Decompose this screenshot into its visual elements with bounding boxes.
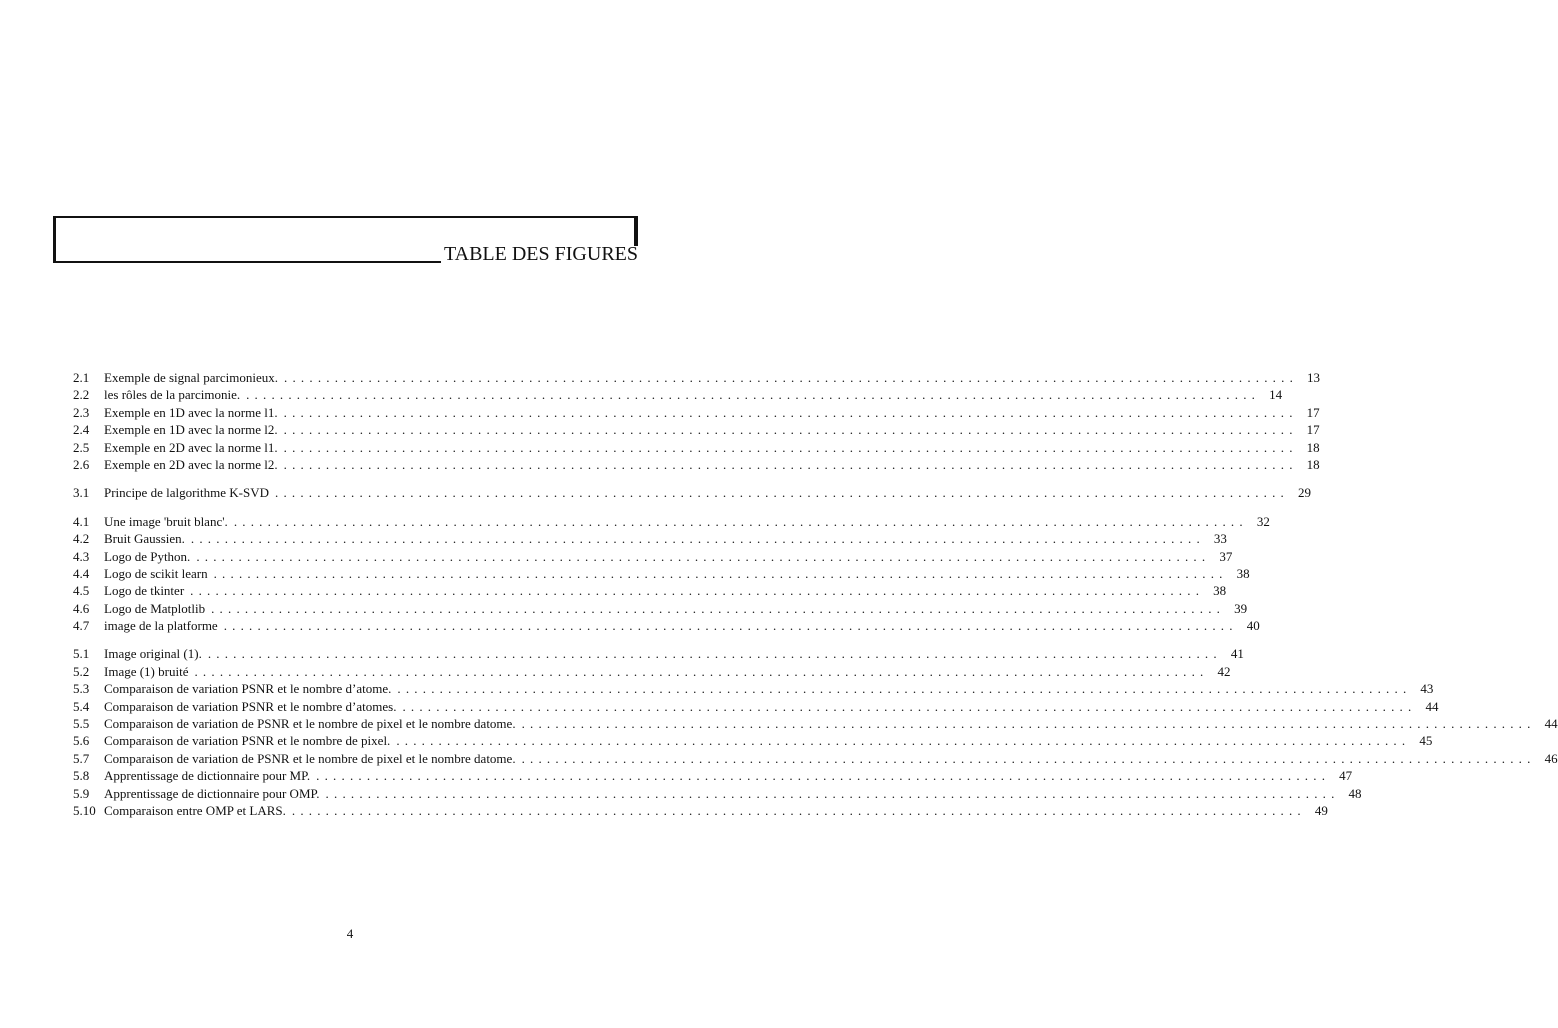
entry-title: Logo de tkinter xyxy=(104,583,185,599)
toc-entry[interactable] xyxy=(73,732,1433,749)
dot-leader: ........................................................................................................................ xyxy=(283,404,1298,420)
entry-title: Principe de lalgorithme K-SVD xyxy=(104,485,269,501)
entry-page: 37 xyxy=(1219,548,1233,564)
entry-title: Logo de Python. xyxy=(104,548,191,564)
dot-leader: ........................................................................................................................ xyxy=(291,802,1306,818)
entry-number: 5.6 xyxy=(73,733,90,749)
entry-title: image de la platforme xyxy=(104,618,218,634)
toc-entry[interactable] xyxy=(73,484,1311,501)
toc-entry[interactable] xyxy=(73,369,1321,386)
entry-number: 4.3 xyxy=(73,548,90,564)
entry-page: 14 xyxy=(1269,387,1283,403)
dot-leader: ........................................................................................................................ xyxy=(283,422,1298,438)
entry-page: 47 xyxy=(1339,768,1353,784)
group-spacer xyxy=(73,634,639,645)
entry-number: 5.9 xyxy=(73,785,90,801)
entry-page: 29 xyxy=(1298,485,1311,501)
entry-title: Comparaison entre OMP et LARS. xyxy=(104,802,286,818)
entry-number: 5.8 xyxy=(73,768,90,784)
page-number: 4 xyxy=(346,926,354,941)
entry-number: 5.1 xyxy=(73,646,90,662)
entry-title: Exemple en 1D avec la norme l1. xyxy=(104,404,278,420)
entry-page: 48 xyxy=(1348,785,1362,801)
entry-page: 45 xyxy=(1419,733,1433,749)
entry-number: 2.4 xyxy=(73,422,90,438)
toc-entry[interactable] xyxy=(73,617,1260,634)
dot-leader: ........................................................................................................................ xyxy=(246,387,1261,403)
entry-title: Exemple de signal parcimonieux. xyxy=(104,370,279,385)
entry-title: Comparaison de variation PSNR et le nombre d’atome. xyxy=(104,681,392,697)
entry-title: Exemple en 1D avec la norme l2. xyxy=(104,422,278,438)
entry-page: 49 xyxy=(1314,802,1328,818)
entry-page: 44 xyxy=(1544,716,1558,732)
dot-leader: ........................................................................................................................ xyxy=(397,681,1412,697)
entry-number: 5.7 xyxy=(73,750,90,766)
dot-leader: ........................................................................................................................ xyxy=(207,646,1222,662)
entry-title: Apprentissage de dictionnaire pour MP. xyxy=(104,768,311,784)
toc-entry[interactable] xyxy=(73,421,1320,438)
toc-entry[interactable] xyxy=(73,386,1283,403)
entry-page: 41 xyxy=(1230,646,1244,662)
entry-title: Logo de scikit learn xyxy=(104,565,208,581)
entry-title: Comparaison de variation PSNR et le nombre d’atomes. xyxy=(104,698,397,714)
group-spacer xyxy=(73,502,639,513)
entry-number: 4.6 xyxy=(73,600,90,616)
entry-number: 4.1 xyxy=(73,513,90,529)
entry-title: Apprentissage de dictionnaire pour OMP. xyxy=(104,785,320,801)
dot-leader: ........................................................................................................................ xyxy=(190,583,1205,599)
dot-leader: ........................................................................................................................ xyxy=(283,439,1298,455)
toc-entry[interactable] xyxy=(73,715,1558,732)
entry-page: 43 xyxy=(1420,681,1434,697)
entry-page: 13 xyxy=(1307,370,1321,385)
entry-page: 33 xyxy=(1213,531,1227,547)
group-spacer xyxy=(73,473,639,484)
toc-entry[interactable] xyxy=(73,767,1353,784)
entry-page: 40 xyxy=(1246,618,1260,634)
toc-entry[interactable] xyxy=(73,456,1320,473)
entry-page: 17 xyxy=(1306,422,1320,438)
entry-page: 46 xyxy=(1544,750,1558,766)
entry-title: Exemple en 2D avec la norme l1. xyxy=(104,439,278,455)
dot-leader: ........................................................................................................................ xyxy=(521,716,1536,732)
dot-leader: ........................................................................................................................ xyxy=(196,548,1211,564)
dot-leader: ........................................................................................................................ xyxy=(233,513,1248,529)
entry-title: Bruit Gaussien. xyxy=(104,531,185,547)
dot-leader: ........................................................................................................................ xyxy=(402,698,1417,714)
header-rule-top xyxy=(53,216,638,218)
entry-page: 39 xyxy=(1234,600,1248,616)
dot-leader: ........................................................................................................................ xyxy=(194,663,1209,679)
dot-leader: ........................................................................................................................ xyxy=(396,733,1411,749)
toc-entry[interactable] xyxy=(73,439,1320,456)
dot-leader: ........................................................................................................................ xyxy=(275,485,1289,501)
toc-entry[interactable] xyxy=(73,802,1328,819)
toc-entry[interactable] xyxy=(73,600,1248,617)
toc-entry[interactable] xyxy=(73,698,1439,715)
entry-page: 17 xyxy=(1306,404,1320,420)
entry-number: 2.1 xyxy=(73,370,90,385)
entry-number: 5.4 xyxy=(73,698,90,714)
entry-number: 3.1 xyxy=(73,485,90,501)
header-rule-left xyxy=(53,216,56,263)
entry-number: 2.5 xyxy=(73,439,90,455)
entry-page: 38 xyxy=(1236,565,1250,581)
dot-leader: ........................................................................................................................ xyxy=(213,565,1228,581)
dot-leader: ........................................................................................................................ xyxy=(190,531,1205,547)
entry-title: Comparaison de variation PSNR et le nombre de pixel. xyxy=(104,733,391,749)
toc-entry[interactable] xyxy=(73,645,1244,662)
entry-number: 2.2 xyxy=(73,387,90,403)
entry-title: Exemple en 2D avec la norme l2. xyxy=(104,456,278,472)
entry-number: 5.5 xyxy=(73,716,90,732)
toc-entry[interactable] xyxy=(73,680,1434,697)
entry-title: Comparaison de variation de PSNR et le nombre de pixel et le nombre datome. xyxy=(104,716,516,732)
entry-page: 38 xyxy=(1213,583,1227,599)
toc-entry[interactable] xyxy=(73,785,1362,802)
toc-entry[interactable] xyxy=(73,663,1231,680)
toc-entry[interactable] xyxy=(73,582,1227,599)
toc-entry[interactable] xyxy=(73,513,1270,530)
entry-title: les rôles de la parcimonie. xyxy=(104,387,241,403)
entry-title: Image (1) bruité xyxy=(104,663,189,679)
entry-number: 4.4 xyxy=(73,565,90,581)
entry-page: 44 xyxy=(1425,698,1439,714)
entry-number: 5.2 xyxy=(73,663,90,679)
entry-page: 32 xyxy=(1256,513,1270,529)
entry-number: 4.5 xyxy=(73,583,90,599)
dot-leader: ........................................................................................................................ xyxy=(223,618,1238,634)
toc-entry[interactable] xyxy=(73,548,1233,565)
dot-leader: ........................................................................................................................ xyxy=(316,768,1331,784)
dot-leader: ........................................................................................................................ xyxy=(521,750,1536,766)
entry-title: Image original (1). xyxy=(104,646,202,662)
entry-number: 4.7 xyxy=(73,618,90,634)
entry-number: 2.6 xyxy=(73,456,90,472)
entry-page: 42 xyxy=(1217,663,1231,679)
chapter-title: TABLE DES FIGURES xyxy=(444,243,638,265)
list-of-figures xyxy=(73,369,1558,819)
dot-leader: ........................................................................................................................ xyxy=(283,456,1298,472)
header-rule-right xyxy=(634,216,638,246)
entry-page: 18 xyxy=(1306,456,1320,472)
header-rule-bottom xyxy=(53,261,441,263)
dot-leader: ........................................................................................................................ xyxy=(211,600,1226,616)
entry-title: Une image 'bruit blanc'. xyxy=(104,513,228,529)
entry-title: Logo de Matplotlib xyxy=(104,600,206,616)
entry-number: 2.3 xyxy=(73,404,90,420)
entry-page: 18 xyxy=(1306,439,1320,455)
dot-leader: ........................................................................................................................ xyxy=(284,370,1299,385)
dot-leader: ........................................................................................................................ xyxy=(325,785,1340,801)
entry-number: 4.2 xyxy=(73,531,90,547)
toc-entry[interactable] xyxy=(73,530,1227,547)
entry-number: 5.10 xyxy=(73,802,96,818)
toc-entry[interactable] xyxy=(73,565,1250,582)
entry-title: Comparaison de variation de PSNR et le nombre de pixel et le nombre datome. xyxy=(104,750,516,766)
entry-number: 5.3 xyxy=(73,681,90,697)
toc-entry[interactable] xyxy=(73,750,1558,767)
toc-entry[interactable] xyxy=(73,404,1320,421)
